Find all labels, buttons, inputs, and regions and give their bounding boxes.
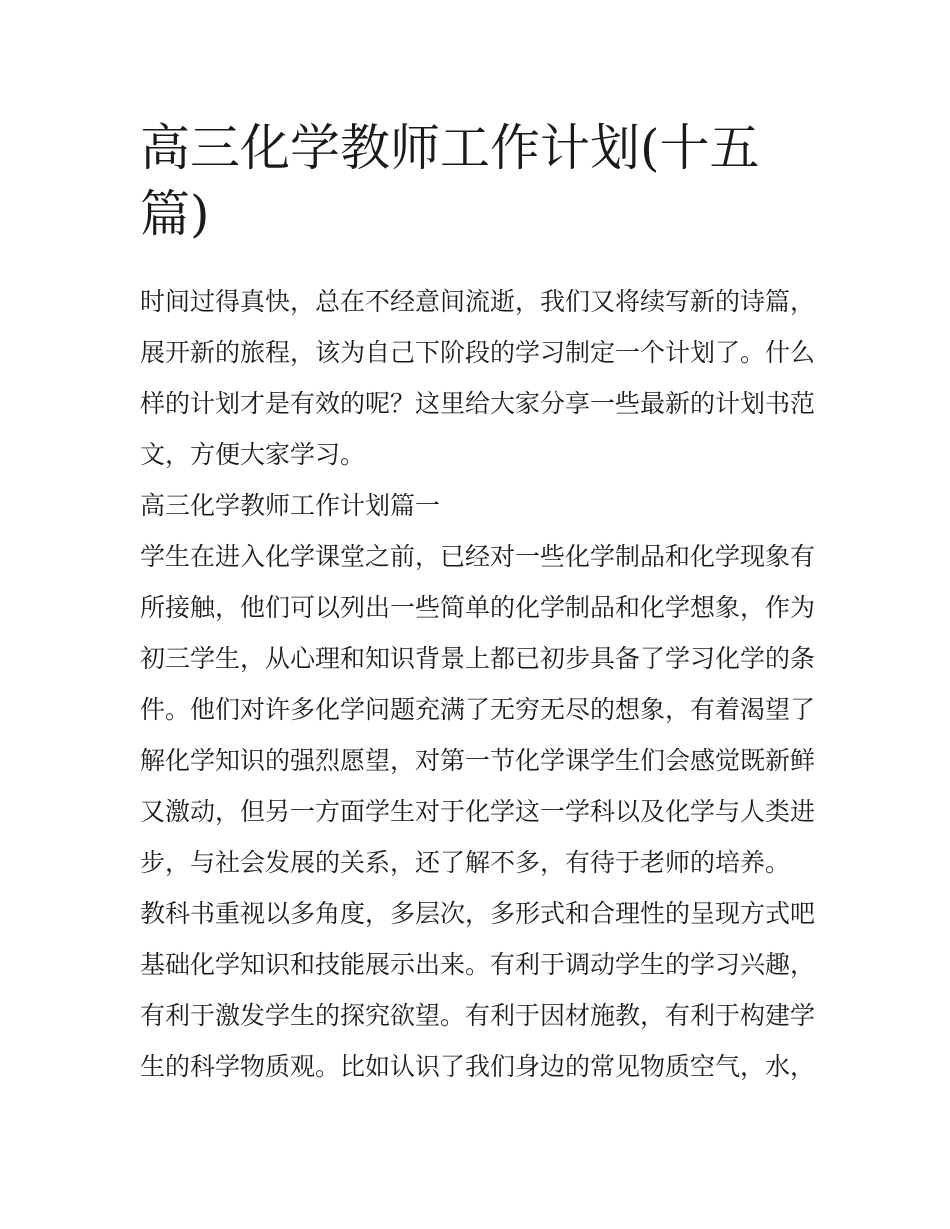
paragraph-line: 初三学生，从心理和知识背景上都已初步具备了学习化学的条 [140,644,816,673]
paragraph-line: 有利于激发学生的探究欲望。有利于因材施教，有利于构建学 [140,1001,816,1030]
paragraph-line: 件。他们对许多化学问题充满了无穷无尽的想象，有着渴望了 [140,695,816,724]
intro-line: 展开新的旅程，该为自己下阶段的学习制定一个计划了。什么 [140,338,816,367]
paragraph-line: 生的科学物质观。比如认识了我们身边的常见物质空气，水， [140,1052,816,1081]
paragraph-line: 学生在进入化学课堂之前，已经对一些化学制品和化学现象有 [140,542,816,571]
title-line: 高三化学教师工作计划(十五 [140,119,760,177]
intro-line: 时间过得真快，总在不经意间流逝，我们又将续写新的诗篇， [140,287,816,316]
paragraph-line: 教科书重视以多角度，多层次，多形式和合理性的呈现方式吧 [140,899,816,928]
paragraph-line: 解化学知识的强烈愿望，对第一节化学课学生们会感觉既新鲜 [140,746,816,775]
title-line: 篇) [140,185,210,243]
intro-line: 样的计划才是有效的呢？这里给大家分享一些最新的计划书范 [140,389,816,418]
paragraph-line: 步，与社会发展的关系，还了解不多，有待于老师的培养。 [140,848,791,877]
intro-line: 文，方便大家学习。 [140,440,366,469]
document-title [140,115,820,247]
section-heading: 高三化学教师工作计划篇一 [140,491,441,520]
document-body [140,276,830,1092]
paragraph-line: 又激动，但另一方面学生对于化学这一学科以及化学与人类进 [140,797,816,826]
paragraph-line: 基础化学知识和技能展示出来。有利于调动学生的学习兴趣， [140,950,816,979]
paragraph-line: 所接触，他们可以列出一些简单的化学制品和化学想象，作为 [140,593,816,622]
